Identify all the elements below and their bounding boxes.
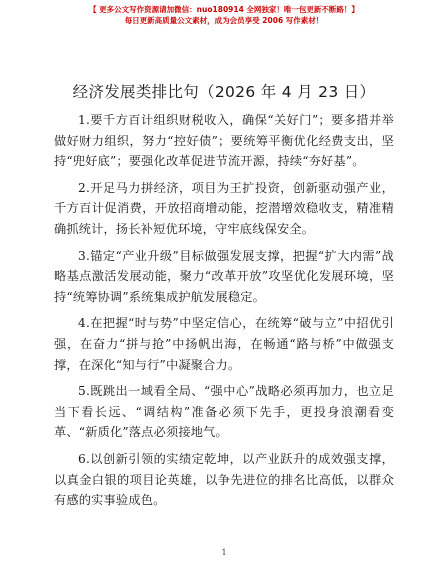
paragraph-4: 4.在把握“时与势”中坚定信心，在统筹“破与立”中招优引强，在奋力“拼与抢”中扬帆出海，在畅通“路与桥”中做强支撑，在深化“知与行”中凝聚合力。 — [54, 316, 394, 372]
paragraph-1: 1.要千方百计组织财税收入，确保“关好门”；要多措并举做好财力组织，努力“控好债”；要统筹平衡优化经费支出，坚持“兜好底”；要强化改革促进节流开源，持续“夯好基”。 — [54, 113, 394, 169]
banner-subtitle-line: 每日更新高质量公文素材，成为会员享受 2006 写作素材！ — [124, 16, 324, 25]
document-title: 经济发展类排比句（2026 年 4 月 23 日） — [72, 83, 376, 101]
paragraph-2: 2.开足马力拼经济，项目为王扩投资，创新驱动强产业，千方百计促消费，开放招商增动能，挖潜增效稳收支，精准精确抓统计，扬长补短优环境，守牢底线保安全。 — [54, 180, 394, 236]
paragraph-3: 3.锚定“产业升级”目标做强发展支撑，把握“扩大内需”战略基点激活发展动能，聚力“改革开放”攻坚优化发展环境，坚持“统筹协调”系统集成护航发展稳定。 — [54, 248, 394, 304]
banner-promo-line: 【 更多公文写作资源请加微信：nuo180914 全网独家！唯一包更新不断路！】 — [89, 5, 359, 14]
document-body — [54, 110, 394, 517]
paragraph-6: 6.以创新引领的实绩定乾坤，以产业跃升的成效强支撑，以真金白银的项目论英雄，以争先进位的排名比高低，以群众有感的实事验成色。 — [54, 451, 394, 508]
header-banner — [0, 4, 448, 26]
paragraph-5: 5.既跳出一域看全局、“强中心”战略必须再加力，也立足当下看长远、“调结构”准备必须下先手，更投身浪潮看变革、“新质化”落点必须接地气。 — [54, 384, 394, 440]
page-number: 1 — [221, 548, 227, 557]
